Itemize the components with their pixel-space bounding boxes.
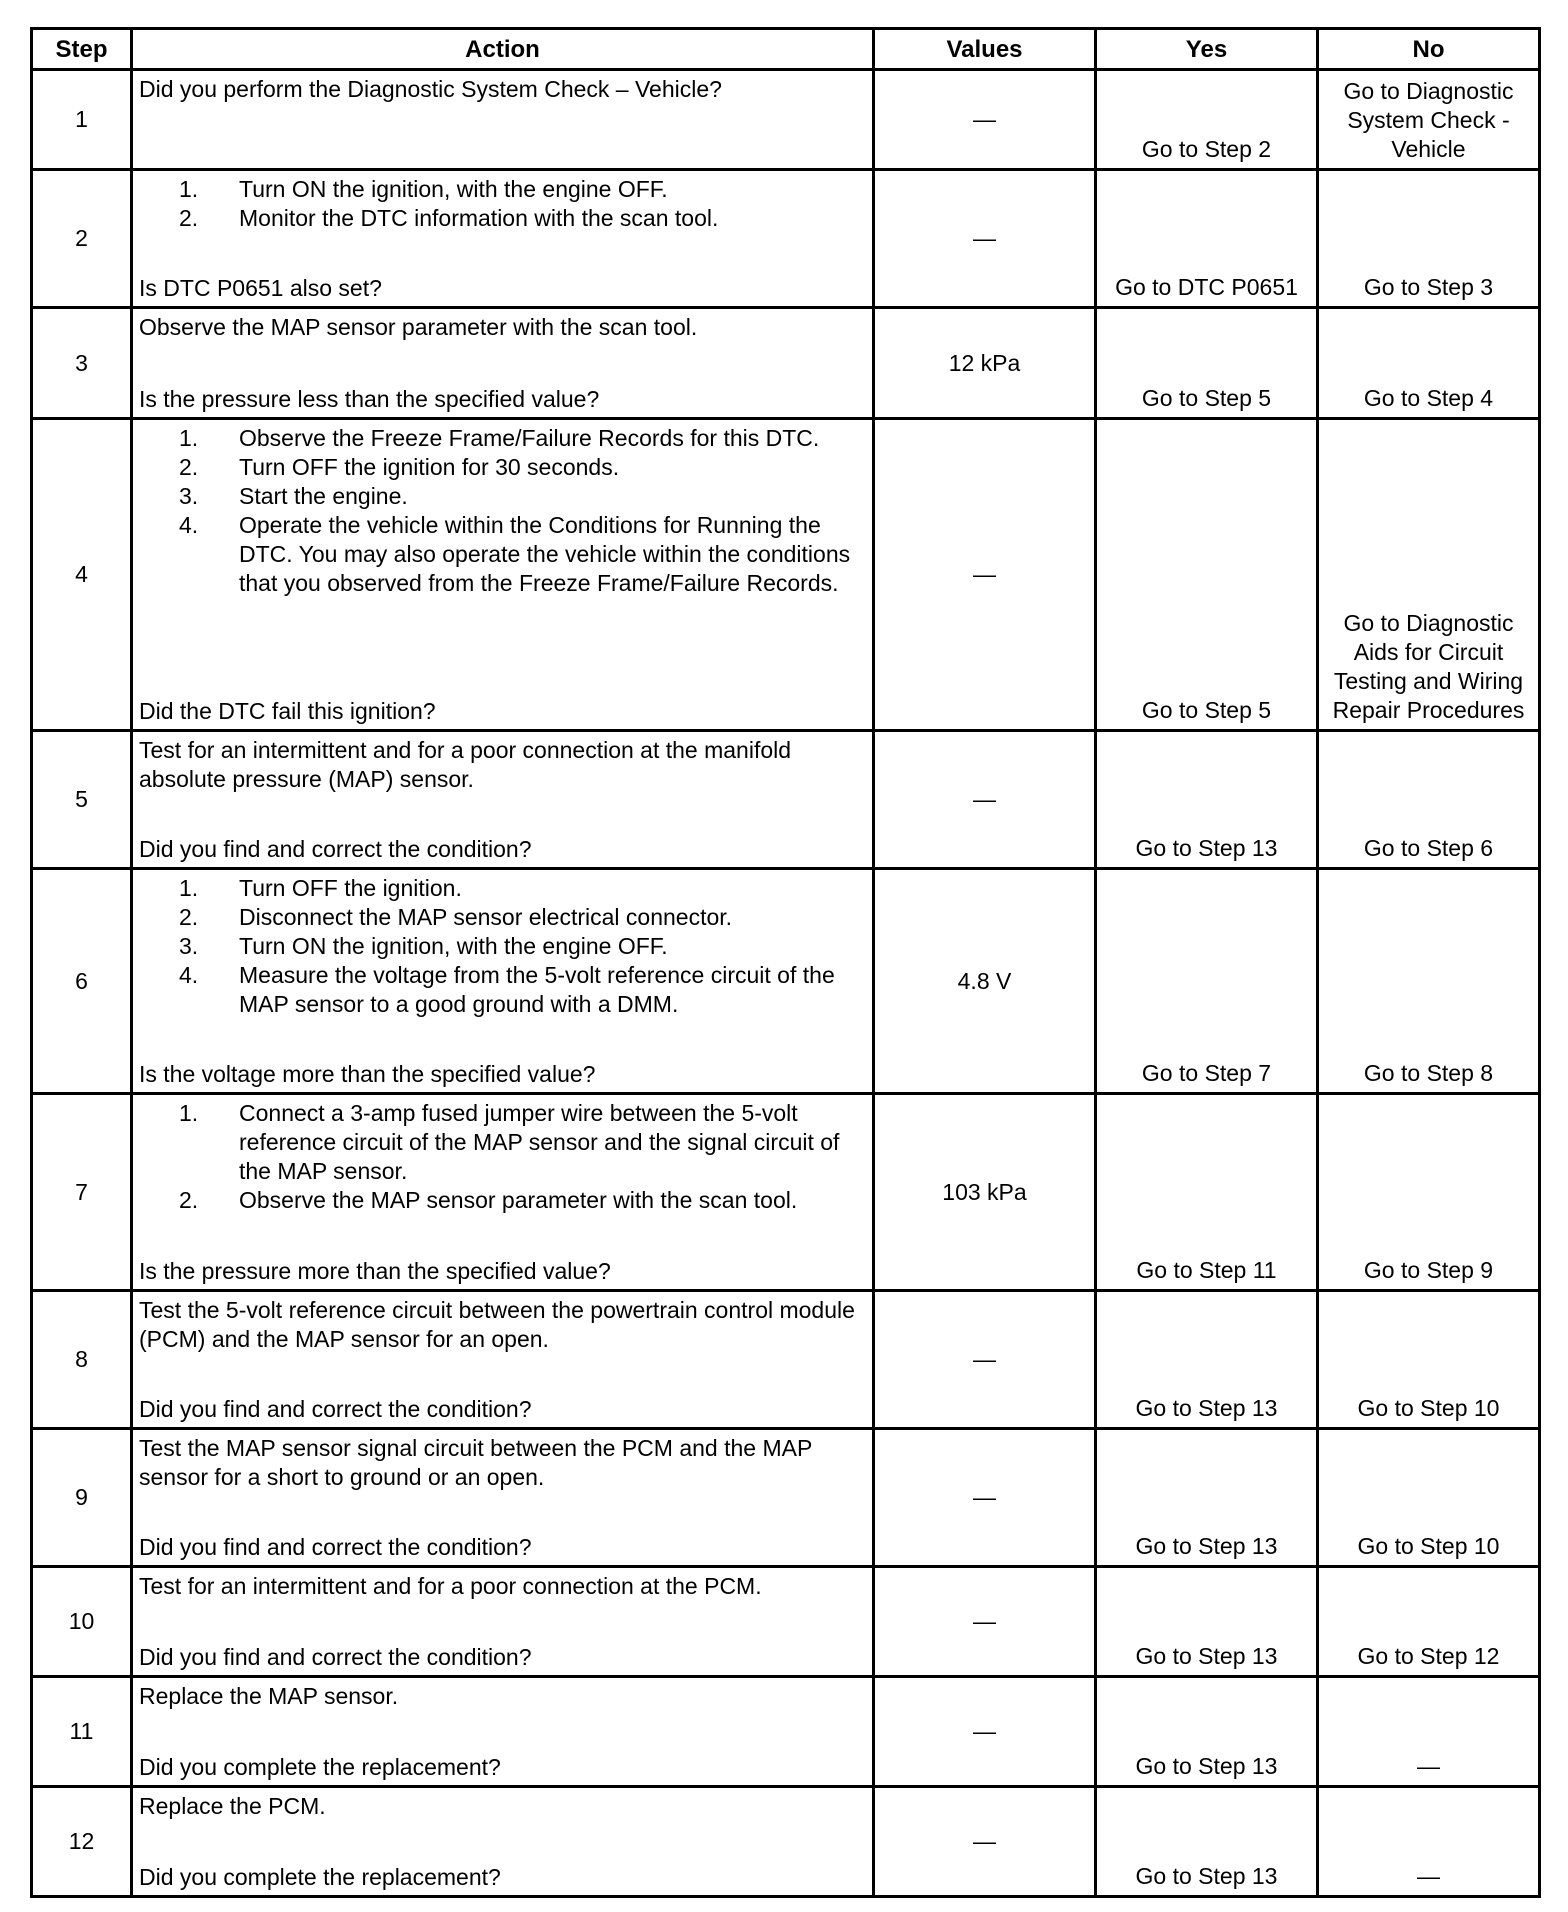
list-item-number: 4.	[179, 962, 199, 988]
list-item	[179, 204, 866, 233]
list-item-number: 2.	[179, 904, 199, 930]
yes-cell: Go to Step 13	[1096, 1429, 1318, 1567]
header-row	[32, 29, 1540, 70]
yes-cell: Go to Step 5	[1096, 419, 1318, 731]
list-item	[179, 511, 866, 598]
header-action: Action	[132, 29, 874, 70]
action-question: Is the pressure less than the specified value?	[139, 386, 600, 412]
table-row	[32, 70, 1540, 170]
list-item-text: Start the engine.	[239, 483, 408, 509]
header-yes: Yes	[1096, 29, 1318, 70]
no-cell: Go to Step 10	[1318, 1291, 1540, 1429]
step-number: 2	[32, 170, 132, 308]
list-item-text: Turn ON the ignition, with the engine OFF.	[239, 176, 668, 202]
yes-cell: Go to Step 13	[1096, 1567, 1318, 1677]
no-cell: Go to Diagnostic Aids for Circuit Testing and Wiring Repair Procedures	[1318, 419, 1540, 731]
step-number: 10	[32, 1567, 132, 1677]
action-cell	[132, 1429, 874, 1567]
step-number: 3	[32, 308, 132, 419]
table-row	[32, 419, 1540, 731]
action-text: Test the 5-volt reference circuit between the powertrain control module (PCM) and the MAP sensor for an open.	[139, 1297, 855, 1352]
action-question: Did you find and correct the condition?	[139, 1644, 532, 1670]
list-item	[179, 903, 866, 932]
yes-cell: Go to Step 13	[1096, 1677, 1318, 1787]
table-row	[32, 1094, 1540, 1291]
action-text: Replace the MAP sensor.	[139, 1683, 399, 1709]
list-item	[179, 424, 866, 453]
yes-cell: Go to Step 5	[1096, 308, 1318, 419]
list-item-number: 1.	[179, 425, 199, 451]
step-number: 4	[32, 419, 132, 731]
value-cell: 4.8 V	[874, 869, 1096, 1094]
action-cell	[132, 308, 874, 419]
action-question: Is the voltage more than the specified value?	[139, 1061, 596, 1087]
yes-cell: Go to Step 13	[1096, 1291, 1318, 1429]
list-item-text: Observe the Freeze Frame/Failure Records for this DTC.	[239, 425, 820, 451]
list-item-text: Observe the MAP sensor parameter with the scan tool.	[239, 1187, 798, 1213]
table-row	[32, 1787, 1540, 1897]
table-row	[32, 170, 1540, 308]
list-item-number: 2.	[179, 1187, 199, 1213]
no-cell: Go to Step 8	[1318, 869, 1540, 1094]
action-cell	[132, 170, 874, 308]
list-item	[179, 1099, 866, 1186]
action-cell	[132, 70, 874, 170]
no-cell: Go to Diagnostic System Check - Vehicle	[1318, 70, 1540, 170]
action-cell	[132, 869, 874, 1094]
action-cell	[132, 1567, 874, 1677]
list-item	[179, 961, 866, 1019]
list-item	[179, 1186, 866, 1215]
step-number: 6	[32, 869, 132, 1094]
yes-cell: Go to Step 13	[1096, 731, 1318, 869]
value-cell: —	[874, 1429, 1096, 1567]
value-cell: —	[874, 1291, 1096, 1429]
step-number: 5	[32, 731, 132, 869]
step-number: 1	[32, 70, 132, 170]
list-item-text: Turn ON the ignition, with the engine OFF.	[239, 933, 668, 959]
action-text: Did you perform the Diagnostic System Check – Vehicle?	[139, 76, 722, 102]
yes-cell: Go to Step 13	[1096, 1787, 1318, 1897]
action-cell	[132, 1787, 874, 1897]
header-values: Values	[874, 29, 1096, 70]
list-item-number: 2.	[179, 454, 199, 480]
action-question: Did you find and correct the condition?	[139, 836, 532, 862]
diagnostic-table	[30, 27, 1541, 1898]
list-item-number: 2.	[179, 205, 199, 231]
action-step-list	[139, 874, 866, 1019]
list-item-number: 1.	[179, 176, 199, 202]
action-cell	[132, 419, 874, 731]
header-step: Step	[32, 29, 132, 70]
list-item	[179, 175, 866, 204]
action-cell	[132, 1291, 874, 1429]
action-text: Test for an intermittent and for a poor connection at the PCM.	[139, 1573, 762, 1599]
value-cell: —	[874, 1677, 1096, 1787]
action-text: Test the MAP sensor signal circuit between the PCM and the MAP sensor for a short to ground or an open.	[139, 1435, 812, 1490]
step-number: 11	[32, 1677, 132, 1787]
action-cell	[132, 1677, 874, 1787]
table-row	[32, 731, 1540, 869]
action-question: Did you complete the replacement?	[139, 1754, 501, 1780]
value-cell: —	[874, 731, 1096, 869]
yes-cell: Go to Step 2	[1096, 70, 1318, 170]
step-number: 9	[32, 1429, 132, 1567]
action-question: Is DTC P0651 also set?	[139, 275, 382, 301]
list-item-number: 3.	[179, 483, 199, 509]
table-row	[32, 869, 1540, 1094]
list-item-text: Operate the vehicle within the Conditions for Running the DTC. You may also operate the vehicle within the conditions that you observed from the Freeze Frame/Failure Records.	[239, 512, 851, 596]
action-step-list	[139, 424, 866, 598]
step-number: 12	[32, 1787, 132, 1897]
action-step-list	[139, 1099, 866, 1215]
value-cell: —	[874, 70, 1096, 170]
action-text: Replace the PCM.	[139, 1793, 326, 1819]
list-item	[179, 874, 866, 903]
value-cell: —	[874, 419, 1096, 731]
list-item	[179, 453, 866, 482]
list-item	[179, 482, 866, 511]
list-item-number: 4.	[179, 512, 199, 538]
step-number: 7	[32, 1094, 132, 1291]
no-cell: Go to Step 3	[1318, 170, 1540, 308]
table-row	[32, 1677, 1540, 1787]
no-cell: Go to Step 4	[1318, 308, 1540, 419]
value-cell: —	[874, 1787, 1096, 1897]
action-cell	[132, 731, 874, 869]
list-item-number: 3.	[179, 933, 199, 959]
table-row	[32, 1567, 1540, 1677]
list-item-number: 1.	[179, 1100, 199, 1126]
table-body	[32, 70, 1540, 1897]
action-question: Did you find and correct the condition?	[139, 1534, 532, 1560]
list-item-text: Turn OFF the ignition.	[239, 875, 462, 901]
table-row	[32, 1291, 1540, 1429]
value-cell: 12 kPa	[874, 308, 1096, 419]
yes-cell: Go to Step 11	[1096, 1094, 1318, 1291]
table-row	[32, 308, 1540, 419]
action-question: Did you complete the replacement?	[139, 1864, 501, 1890]
list-item-text: Measure the voltage from the 5-volt reference circuit of the MAP sensor to a good ground with a DMM.	[239, 962, 835, 1017]
no-cell: —	[1318, 1787, 1540, 1897]
action-cell	[132, 1094, 874, 1291]
action-question: Did you find and correct the condition?	[139, 1396, 532, 1422]
value-cell: 103 kPa	[874, 1094, 1096, 1291]
step-number: 8	[32, 1291, 132, 1429]
action-step-list	[139, 175, 866, 233]
list-item	[179, 932, 866, 961]
no-cell: Go to Step 6	[1318, 731, 1540, 869]
no-cell: Go to Step 10	[1318, 1429, 1540, 1567]
action-text: Test for an intermittent and for a poor connection at the manifold absolute pressure (MAP) sensor.	[139, 737, 792, 792]
value-cell: —	[874, 1567, 1096, 1677]
action-question: Is the pressure more than the specified value?	[139, 1258, 611, 1284]
list-item-text: Turn OFF the ignition for 30 seconds.	[239, 454, 620, 480]
list-item-text: Connect a 3-amp fused jumper wire between the 5-volt reference circuit of the MAP sensor and the signal circuit of the MAP sensor.	[239, 1100, 840, 1184]
list-item-number: 1.	[179, 875, 199, 901]
action-question: Did the DTC fail this ignition?	[139, 698, 436, 724]
table-row	[32, 1429, 1540, 1567]
list-item-text: Disconnect the MAP sensor electrical connector.	[239, 904, 733, 930]
no-cell: —	[1318, 1677, 1540, 1787]
header-no: No	[1318, 29, 1540, 70]
action-text: Observe the MAP sensor parameter with the scan tool.	[139, 314, 698, 340]
value-cell: —	[874, 170, 1096, 308]
yes-cell: Go to Step 7	[1096, 869, 1318, 1094]
no-cell: Go to Step 12	[1318, 1567, 1540, 1677]
no-cell: Go to Step 9	[1318, 1094, 1540, 1291]
yes-cell: Go to DTC P0651	[1096, 170, 1318, 308]
list-item-text: Monitor the DTC information with the scan tool.	[239, 205, 719, 231]
